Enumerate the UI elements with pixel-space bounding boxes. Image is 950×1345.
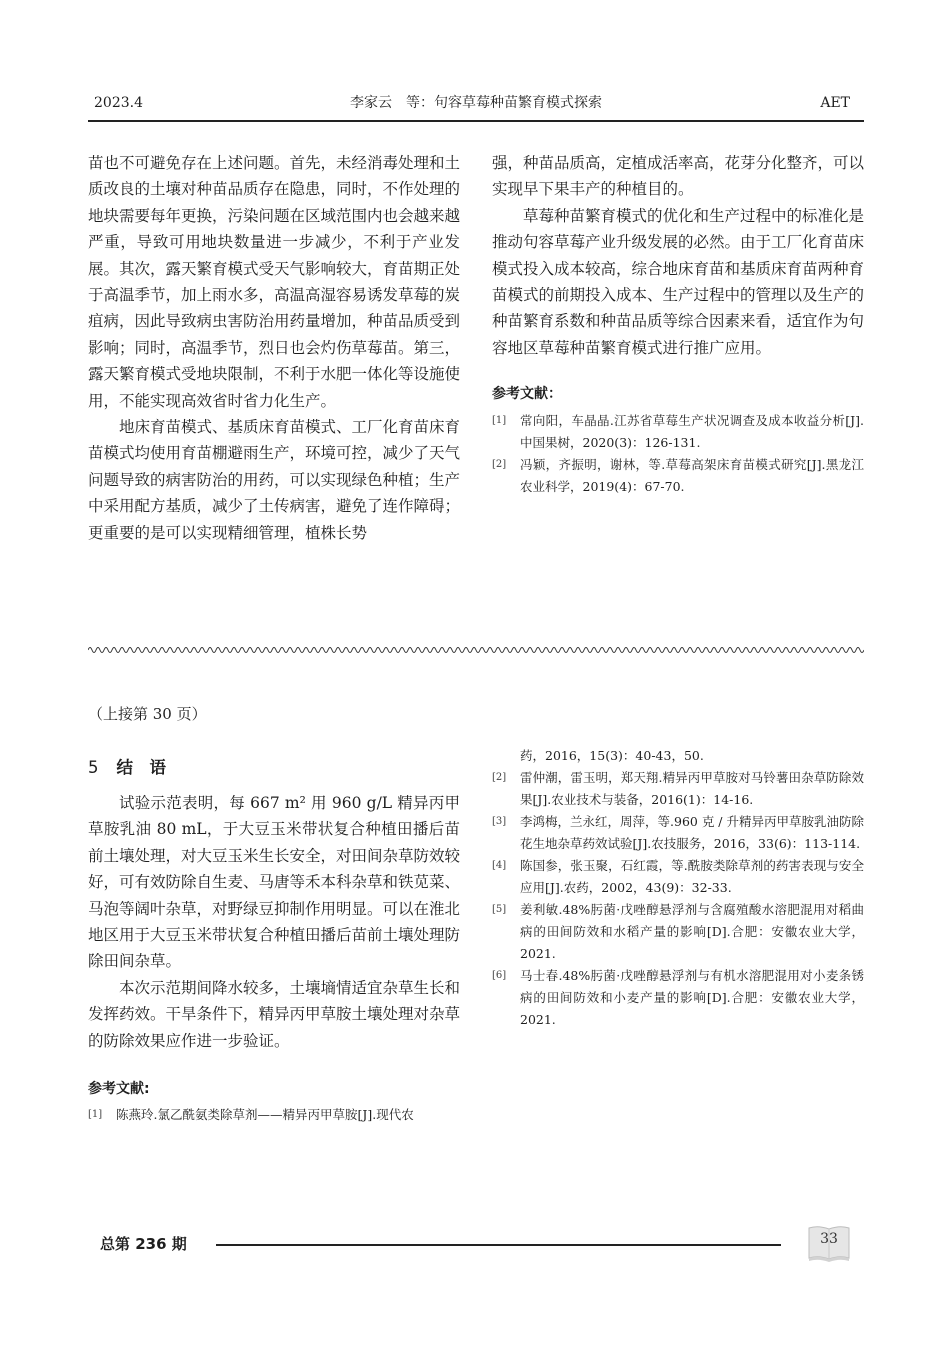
reference-text: 马士春.48%肟菌·戊唑醇悬浮剂与有机水溶肥混用对小麦条锈病的田间防效和小麦产量的影响[D].合肥：安徽农业大学，2021. [520, 968, 864, 1027]
reference-number: [5] [492, 904, 507, 915]
reference-text: 冯颖，齐振明，谢林，等.草莓高架床育苗模式研究[J].黑龙江农业科学，2019(4)：67-70. [520, 456, 864, 494]
paragraph: 苗也不可避免存在上述问题。首先，未经消毒处理和土质改良的土壤对种苗品质存在隐患，同时，不作处理的地块需要每年更换，污染问题在区域范围内也会越来越严重，导致可用地块数量进一步减少，不利于产业发展。其次，露天繁育模式受天气影响较大，育苗期正处于高温季节，加上雨水多，高温高湿容易诱发草莓的炭疽病，因此导致病虫害防治用药量增加，种苗品质受到影响；同时，高温季节，烈日也会灼伤草莓苗。第三，露天繁育模式受地块限制，不利于水肥一体化等设施使用，不能实现高效省时省力化生产。 [88, 154, 461, 410]
reference-text: 药，2016，15(3)：40-43，50. [520, 748, 704, 763]
reference-item [492, 410, 864, 454]
references-title: 参考文献: [88, 1081, 150, 1098]
section-title: 结 语 [116, 758, 166, 777]
header-title: 李家云 等：句容草莓种苗繁育模式探索 [350, 95, 602, 111]
issue-label: 总第 236 期 [100, 1235, 187, 1253]
reference-item [88, 1104, 460, 1126]
running-header [88, 93, 864, 117]
reference-item [492, 454, 864, 498]
reference-number: [1] [88, 1109, 103, 1121]
reference-continuation [492, 745, 864, 767]
paragraph: 本次示范期间降水较多，土壤墒情适宜杂草生长和发挥药效。干旱条件下，精异丙甲草胺土壤处理对杂草的防除效果应作进一步验证。 [88, 978, 461, 1050]
top-left-column [88, 150, 460, 546]
reference-item [492, 767, 864, 811]
page-number: 33 [820, 1231, 838, 1247]
reference-text: 姜利敏.48%肟菌·戊唑醇悬浮剂与含腐殖酸水溶肥混用对稻曲病的田间防效和水稻产量的影响[D].合肥：安徽农业大学，2021. [520, 902, 864, 961]
reference-number: [3] [492, 816, 507, 827]
reference-text: 常向阳，车晶晶.江苏省草莓生产状况调查及成本收益分析[J].中国果树，2020(3)：126-131. [520, 412, 864, 450]
paragraph: 强，种苗品质高，定植成活率高，花芽分化整齐，可以实现早下果丰产的种植目的。 [492, 154, 865, 199]
continued-note: （上接第 30 页） [88, 705, 207, 723]
section-number: 5 [88, 758, 99, 777]
paragraph: 草莓种苗繁育模式的优化和生产过程中的标准化是推动句容草莓产业升级发展的必然。由于工厂化育苗床模式投入成本较高，综合地床育苗和基质床育苗两种育苗模式的前期投入成本、生产过程中的管理以及生产的种苗繁育系数和种苗品质等综合因素来看，适宜作为句容地区草莓种苗繁育模式进行推广应用。 [492, 206, 865, 357]
reference-item [492, 899, 864, 965]
reference-text: 陈燕玲.氯乙酰氨类除草剂——精异丙甲草胺[J].现代农 [116, 1107, 414, 1123]
paragraph: 地床育苗模式、基质床育苗模式、工厂化育苗床育苗模式均使用育苗棚避雨生产，环境可控，减少了天气问题导致的病害防治的用药，可以实现绿色种植；生产中采用配方基质，减少了土传病害，避免了连作障碍；更重要的是可以实现精细管理，植株长势 [88, 418, 461, 542]
reference-number: [6] [492, 970, 507, 981]
reference-text: 雷仲潮，雷玉明，郑天翔.精异丙甲草胺对马铃薯田杂草防除效果[J].农业技术与装备，2016(1)：14-16. [520, 770, 864, 807]
reference-item [492, 811, 864, 855]
footer-rule [216, 1244, 781, 1246]
header-journal: AET [820, 95, 850, 111]
wave-divider [88, 644, 864, 656]
top-right-column [492, 150, 864, 498]
reference-number: [2] [492, 772, 507, 783]
reference-text: 李鸿梅，兰永红，周萍，等.960 克 / 升精异丙甲草胺乳油防除花生地杂草药效试验[J].农技服务，2016，33(6)：113-114. [520, 814, 864, 851]
section-heading [88, 756, 166, 780]
reference-text: 陈国参，张玉聚，石红霞，等.酰胺类除草剂的药害表现与安全应用[J].农药，2002，43(9)：32-33. [520, 858, 864, 895]
references-title: 参考文献： [492, 386, 562, 403]
header-date: 2023.4 [94, 95, 143, 111]
header-rule [88, 120, 864, 122]
reference-item [492, 965, 864, 1031]
page-number-badge [806, 1222, 852, 1264]
bottom-left-column [88, 790, 460, 1126]
reference-item [492, 855, 864, 899]
reference-number: [4] [492, 860, 507, 871]
reference-number: [1] [492, 414, 507, 426]
bottom-right-column [492, 745, 864, 1031]
reference-number: [2] [492, 458, 507, 470]
paragraph: 试验示范表明，每 667 m² 用 960 g/L 精异丙甲草胺乳油 80 mL，于大豆玉米带状复合种植田播后苗前土壤处理，对大豆玉米生长安全，对田间杂草防效较好，可有效防除自生麦、马唐等禾本科杂草和铁苋菜、马泡等阔叶杂草，对野绿豆抑制作用明显。可以在淮北地区用于大豆玉米带状复合种植田播后苗前土壤处理防除田间杂草。 [88, 794, 461, 971]
